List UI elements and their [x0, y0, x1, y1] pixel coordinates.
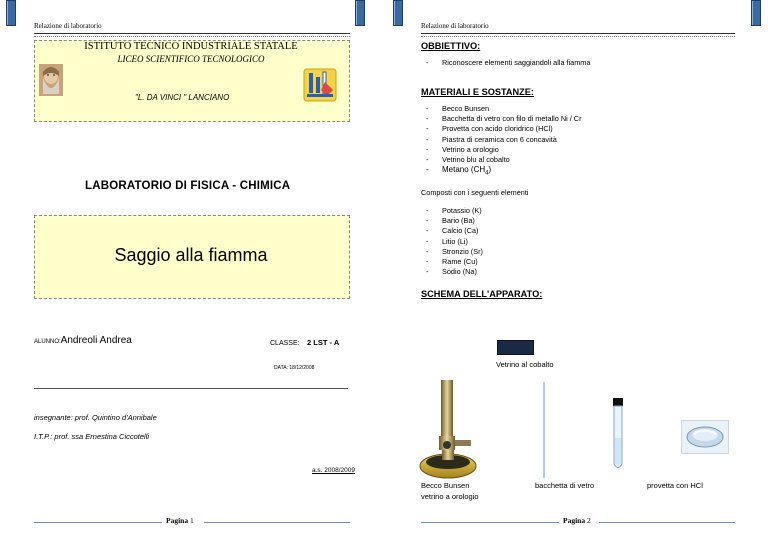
footer-line-left [421, 522, 559, 523]
school-name: ISTITUTO TECNICO INDUSTRIALE STATALE [84, 41, 298, 52]
bookmark-icon [751, 0, 761, 26]
class-line [270, 332, 339, 350]
class-value: 2 LST - A [307, 338, 340, 347]
list-item: - Rame (Cu) [426, 257, 483, 267]
list-item: - Sodio (Na) [426, 267, 483, 277]
header-dotted-line [421, 36, 735, 37]
student-label: ALUNNO: [34, 339, 61, 345]
bookmark-icon [393, 0, 403, 26]
class-label: CLASSE: [270, 340, 300, 347]
leonardo-portrait-icon [39, 64, 63, 96]
list-item: - Potassio (K) [426, 206, 483, 216]
teacher-name: insegnante: prof. Quintino d'Annibale [34, 413, 157, 422]
list-item: - Bario (Ba) [426, 216, 483, 226]
lab-title: LABORATORIO DI FISICA - CHIMICA [85, 180, 291, 192]
watch-glass-label: vetrino a orologio [421, 492, 479, 501]
compounds-intro: Composti con i seguenti elementi [421, 188, 529, 197]
page-number: Pagina 1 [166, 516, 194, 525]
student-line [34, 330, 132, 348]
list-item: - Becco Bunsen [426, 104, 582, 114]
objective-title: OBBIETTIVO: [421, 41, 481, 51]
page-number: Pagina 2 [563, 516, 591, 525]
materials-list [426, 104, 582, 179]
header-line [34, 33, 350, 34]
page-header: Relazione di laboratorio [34, 22, 102, 30]
experiment-title: Saggio alla fiamma [114, 245, 268, 265]
itp-name: I.T.P.: prof. ssa Ernestina Ciccotelli [34, 432, 150, 441]
report-date: DATA: 18/12/2008 [274, 365, 315, 371]
list-item: - Piastra di ceramica con 6 concavità [426, 135, 582, 145]
footer-line-right [599, 522, 735, 523]
bookmark-icon [355, 0, 365, 26]
list-item: - Vetrino a orologio [426, 145, 582, 155]
glass-rod-icon [539, 382, 549, 478]
test-tube-icon [611, 398, 625, 472]
list-item: - Provetta con acido cloridrico (HCl) [426, 124, 582, 134]
list-item: - Litio (Li) [426, 237, 483, 247]
school-liceo: LICEO SCIENTIFICO TECNOLOGICO [117, 54, 265, 64]
page-header: Relazione di laboratorio [421, 22, 489, 30]
list-item: - Bacchetta di vetro con filo di metallo Ni / Cr [426, 114, 582, 124]
separator-line [34, 388, 348, 389]
compounds-list [426, 206, 483, 277]
cobalt-label: Vetrino al cobalto [496, 360, 554, 369]
materials-title: MATERIALI E SOSTANZE: [421, 87, 534, 97]
rod-label: bacchetta di vetro [535, 481, 595, 490]
cobalt-glass-icon [497, 340, 534, 355]
footer-line-left [34, 522, 162, 523]
tube-label: provetta con HCl [647, 481, 703, 490]
watch-glass-icon [681, 420, 729, 454]
header-line [421, 33, 735, 34]
school-year: a.s. 2008/2009 [312, 467, 356, 474]
list-item: - Riconoscere elementi saggiandoli alla fiamma [426, 58, 590, 68]
apparatus-title: SCHEMA DELL'APPARATO: [421, 289, 543, 299]
bunsen-burner-icon [418, 378, 478, 480]
bunsen-label: Becco Bunsen [421, 481, 470, 490]
student-name: Andreoli Andrea [60, 335, 132, 346]
list-item: - Stronzio (Sr) [426, 247, 483, 257]
bookmark-icon [6, 0, 16, 26]
list-item: - Calcio (Ca) [426, 226, 483, 236]
objective-list [426, 58, 590, 68]
school-dedication: "L. DA VINCI " LANCIANO [135, 93, 230, 102]
lab-clipart-icon [303, 68, 337, 102]
list-item: - Metano $(CH_4)$ [426, 165, 582, 179]
header-dotted-line [34, 36, 350, 37]
footer-line-right [204, 522, 350, 523]
list-item: - Vetrino blu al cobalto [426, 155, 582, 165]
